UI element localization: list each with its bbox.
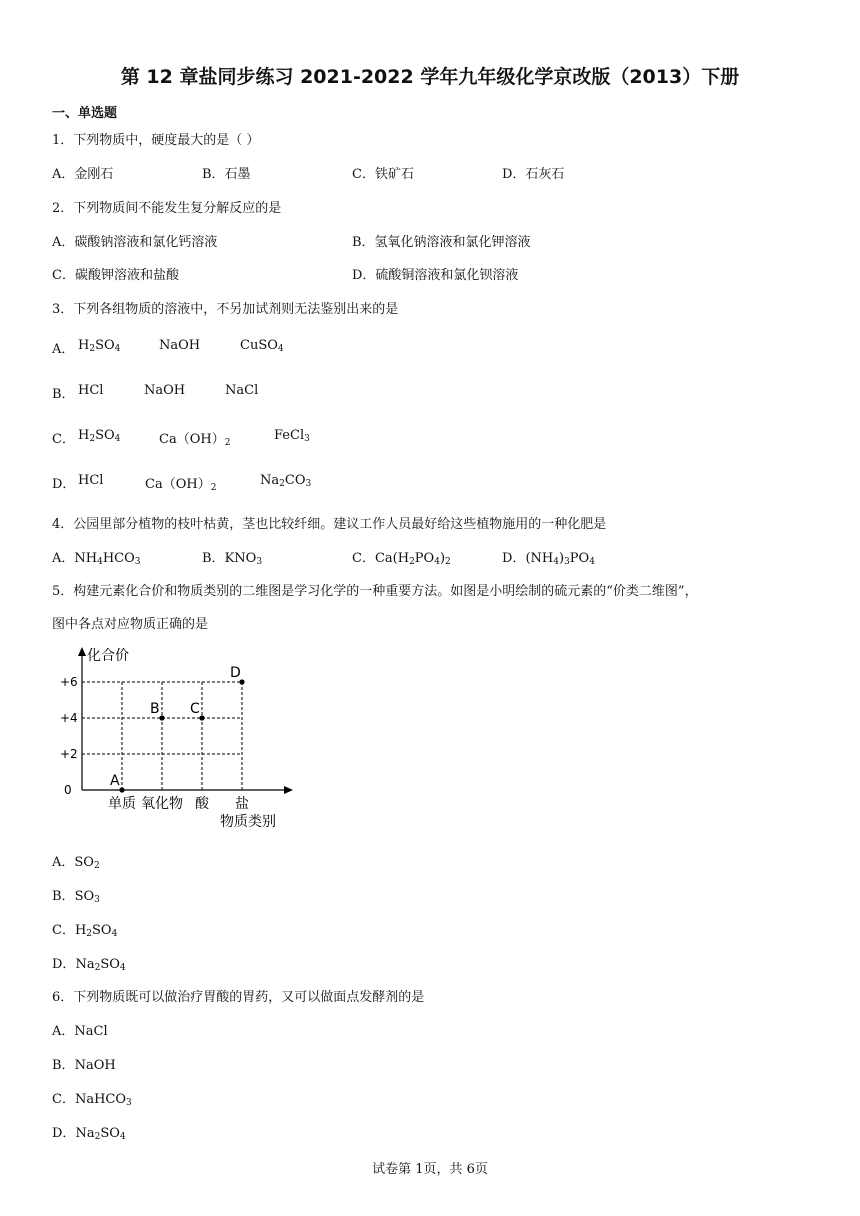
y-tick-label: 0: [64, 783, 72, 797]
q4-option-a: A．$NH_4HCO_3$: [52, 551, 141, 567]
data-point-label: A: [110, 773, 120, 789]
q3-option-a-label: A．: [52, 342, 75, 357]
q2-option-a: A．碳酸钠溶液和氯化钙溶液: [52, 235, 218, 250]
q4-option-c: C．$Ca(H_2PO_4)_2$: [352, 551, 451, 567]
q1-option-b: B．石墨: [202, 167, 251, 182]
section-heading: 一、单选题: [52, 106, 118, 121]
y-axis-arrow: [78, 647, 86, 656]
q5-option-d: D．$Na_2SO_4$: [52, 957, 126, 973]
y-axis-label: 化合价: [87, 648, 129, 664]
question-1-stem: 1．下列物质中，硬度最大的是（ ）: [52, 133, 260, 148]
q4-option-d: D．$(NH_4)_3PO_4$: [502, 551, 595, 567]
q2-option-b: B．氢氧化钠溶液和氯化钾溶液: [352, 235, 531, 250]
q3-option-b-formula-3: NaCl: [225, 383, 259, 398]
q6-option-b: B．NaOH: [52, 1058, 116, 1073]
q3-option-a-formula-3: CuSO$_4$: [240, 338, 284, 354]
q6-option-c: C．NaHCO$_3$: [52, 1092, 132, 1108]
page-footer: 试卷第 1页，共 6页: [372, 1162, 488, 1177]
q3-option-c-formula-2: $Ca(OH)_2$: [159, 432, 231, 448]
question-4-stem: 4．公园里部分植物的枝叶枯黄，茎也比较纤细。建议工作人员最好给这些植物施用的一种化肥是: [52, 517, 607, 532]
q1-option-d: D．石灰石: [502, 167, 565, 182]
q3-option-c-formula-3: FeCl$_3$: [274, 428, 310, 444]
q5-option-b: B．$SO_3$: [52, 889, 100, 905]
x-tick-label: 盐: [235, 796, 249, 812]
q3-option-d-formula-3: $Na_2CO_3$: [260, 473, 312, 489]
page-title: 第 12 章盐同步练习 2021-2022 学年九年级化学京改版（2013）下册: [120, 66, 740, 88]
q5-option-c: C．$H_2SO_4$: [52, 923, 118, 939]
x-tick-label: 氧化物: [141, 796, 183, 812]
x-tick-label: 酸: [195, 796, 209, 812]
question-3-stem: 3．下列各组物质的溶液中，不另加试剂则无法鉴别出来的是: [52, 302, 399, 317]
x-axis-label: 物质类别: [220, 814, 276, 830]
y-tick-label: +4: [60, 711, 78, 725]
q3-option-d-label: D．: [52, 477, 76, 492]
x-tick-label: 单质: [108, 796, 136, 812]
data-point: [159, 715, 164, 720]
question-5-stem-line-1: 5．构建元素化合价和物质类别的二维图是学习化学的一种重要方法。如图是小明绘制的硫元素的“价类二维图”，: [52, 584, 698, 599]
data-point: [199, 715, 204, 720]
q6-option-a: A．NaCl: [52, 1024, 108, 1039]
q3-option-d-formula-2: $Ca(OH)_2$: [145, 477, 217, 493]
data-point: [119, 787, 124, 792]
q2-option-c: C．碳酸钾溶液和盐酸: [52, 268, 179, 283]
q6-option-d: D．$Na_2SO_4$: [52, 1126, 126, 1142]
y-tick-label: +6: [60, 675, 78, 689]
data-point-label: C: [190, 701, 200, 717]
question-5-stem-line-2: 图中各点对应物质正确的是: [52, 617, 209, 632]
question-6-stem: 6．下列物质既可以做治疗胃酸的胃药，又可以做面点发酵剂的是: [52, 990, 425, 1005]
q3-option-b-formula-1: HCl: [78, 383, 104, 398]
q3-option-d-formula-1: HCl: [78, 473, 104, 488]
q4-option-b: B．$KNO_3$: [202, 551, 263, 567]
x-axis-arrow: [284, 786, 293, 794]
question-2-stem: 2．下列物质间不能发生复分解反应的是: [52, 201, 282, 216]
q3-option-c-formula-1: $H_2SO_4$: [78, 428, 121, 444]
q3-option-a-formula-2: NaOH: [159, 338, 201, 353]
q3-option-c-label: C．: [52, 432, 75, 447]
data-point-label: D: [230, 665, 241, 681]
q3-option-a-formula-1: $H_2SO_4$: [78, 338, 121, 354]
y-tick-label: +2: [60, 747, 78, 761]
q1-option-a: A．金刚石: [52, 167, 114, 182]
data-point-label: B: [150, 701, 160, 717]
q3-option-b-label: B．: [52, 387, 75, 402]
q2-option-d: D．硫酸铜溶液和氯化钡溶液: [352, 268, 519, 283]
q5-option-a: A．$SO_2$: [52, 855, 100, 871]
q3-option-b-formula-2: NaOH: [144, 383, 186, 398]
q1-option-c: C．铁矿石: [352, 167, 414, 182]
valence-category-chart: [52, 642, 302, 832]
